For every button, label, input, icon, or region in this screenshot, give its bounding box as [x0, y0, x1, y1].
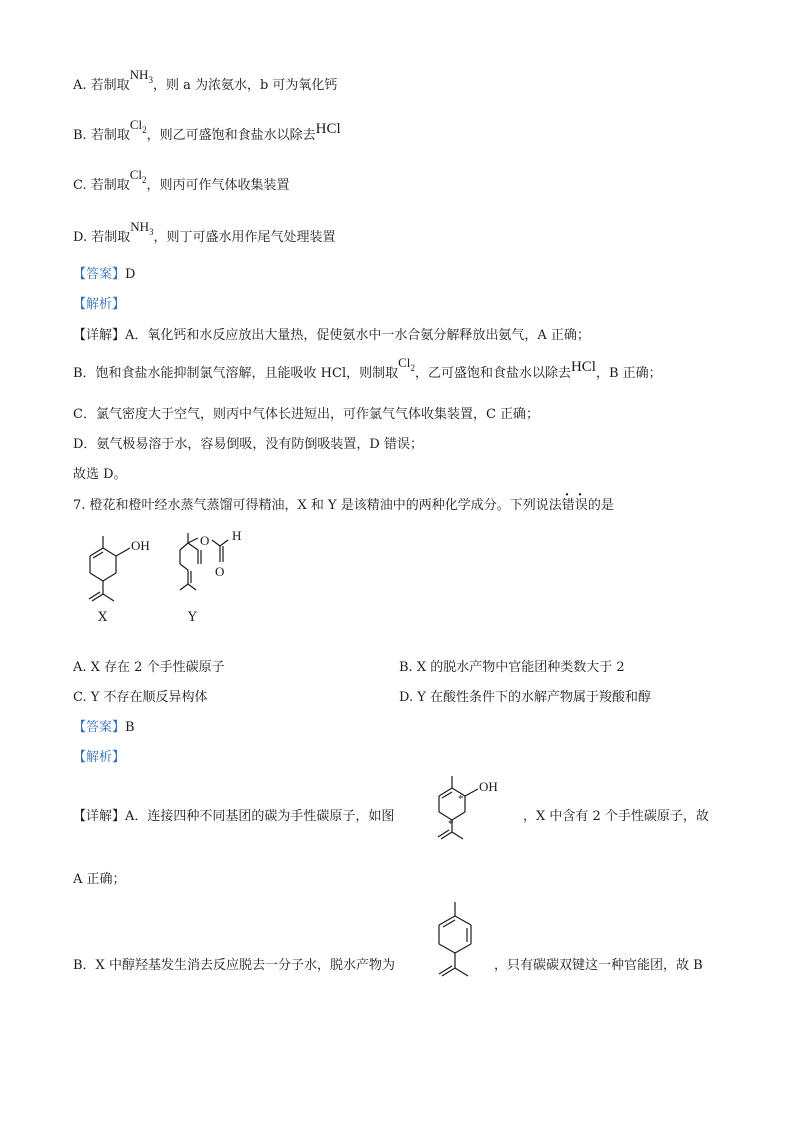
- q7-detail-a-end: A 正确；: [73, 872, 126, 887]
- q6-option-b: B. 若制取$Cl_2$，则乙可盛饱和食盐水以除去HCl: [73, 117, 341, 143]
- formula-nh3: $NH_3$: [129, 67, 153, 85]
- q6-option-c: C. 若制取$Cl_2$，则丙可作气体收集装置: [73, 167, 290, 193]
- q6-detail-d: D．氨气极易溶于水，容易倒吸，没有防倒吸装置，D 错误；: [73, 437, 423, 452]
- label-x: X: [98, 610, 108, 625]
- structure-dehydration-product: [425, 900, 495, 1000]
- q6-detail-a: 【详解】A．氧化钙和水反应放出大量热，促使氨水中一水合氨分解释放出氨气，A 正确；: [73, 328, 590, 343]
- structure-x: [78, 528, 168, 628]
- svg-text:OH: OH: [479, 779, 498, 794]
- formula-hcl: HCl: [315, 121, 341, 137]
- q7-stem: 7. 橙花和橙叶经水蒸气蒸馏可得精油，X 和 Y 是该精油中的两种化学成分。下列说法错误的是: [73, 498, 614, 513]
- chiral-star: *: [458, 793, 464, 805]
- chiral-star: *: [448, 818, 454, 830]
- q7-detail-b-cont: ，只有碳碳双键这一种官能团，故 B: [494, 958, 703, 973]
- structure-y: [168, 528, 268, 618]
- q6-option-d: D. 若制取$NH_3$，则丁可盛水用作尾气处理装置: [73, 219, 336, 245]
- svg-text:H: H: [232, 528, 242, 543]
- q6-conclusion: 故选 D。: [73, 467, 127, 482]
- svg-text:O: O: [200, 533, 210, 548]
- q6-analysis-tag: 【解析】: [73, 297, 126, 312]
- q7-option-c: C. Y 不存在顺反异构体: [73, 690, 208, 705]
- q7-detail-a-cont: ，X 中含有 2 个手性碳原子，故: [523, 809, 709, 824]
- q7-option-a: A. X 存在 2 个手性碳原子: [73, 660, 225, 675]
- svg-text:O: O: [215, 564, 225, 579]
- label-y: Y: [188, 610, 197, 625]
- hydroxyl-label: OH: [131, 538, 150, 553]
- formula-nh3: $NH_3$: [130, 219, 154, 237]
- formula-cl2: $Cl_2$: [129, 167, 147, 185]
- q7-analysis-tag: 【解析】: [73, 750, 126, 765]
- q7-option-b: B. X 的脱水产物中官能团种类数大于 2: [399, 660, 625, 675]
- formula-cl2: $Cl_2$: [129, 117, 147, 135]
- q7-answer: 【答案】B: [73, 720, 135, 735]
- formula-cl2: $Cl_2$: [398, 355, 415, 373]
- q6-option-a: A. 若制取$NH_3$，则 a 为浓氨水，b 可为氧化钙: [73, 67, 338, 93]
- q7-detail-a: 【详解】A．连接四种不同基团的碳为手性碳原子，如图: [73, 809, 395, 824]
- structure-x-chiral: [428, 772, 518, 862]
- q7-detail-b: B．X 中醇羟基发生消去反应脱去一分子水，脱水产物为: [73, 958, 395, 973]
- q6-detail-c: C．氯气密度大于空气，则丙中气体长进短出，可作氯气气体收集装置，C 正确；: [73, 407, 540, 422]
- q6-detail-b: B．饱和食盐水能抑制氯气溶解，且能吸收 HCl，则制取$Cl_2$，乙可盛饱和食盐水以除去HCl，B 正确；: [73, 355, 662, 381]
- q6-answer: 【答案】D: [73, 267, 136, 282]
- formula-hcl: HCl: [570, 359, 596, 375]
- q7-option-d: D. Y 在酸性条件下的水解产物属于羧酸和醇: [399, 690, 651, 705]
